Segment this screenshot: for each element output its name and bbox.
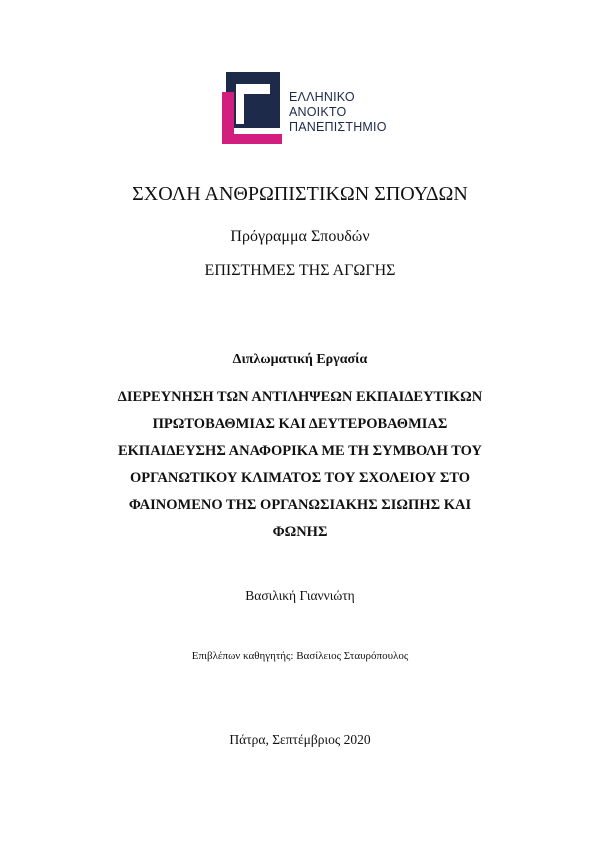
- university-logo-text: [289, 90, 387, 135]
- logo-text-line: ΑΝΟΙΚΤΟ: [289, 105, 347, 119]
- document-type: Διπλωματική Εργασία: [232, 352, 368, 367]
- thesis-title-line: ΕΚΠΑΙΔΕΥΣΗΣ ΑΝΑΦΟΡΙΚΑ ΜΕ ΤΗ ΣΥΜΒΟΛΗ ΤΟΥ: [117, 443, 482, 459]
- school-name: ΣΧΟΛΗ ΑΝΘΡΩΠΙΣΤΙΚΩΝ ΣΠΟΥΔΩΝ: [132, 183, 468, 205]
- supervisor-name: Βασίλειος Σταυρόπουλος: [296, 650, 409, 662]
- author-name: Βασιλική Γιαννιώτη: [245, 588, 355, 603]
- university-logo: [222, 72, 422, 146]
- thesis-title-line: ΟΡΓΑΝΩΤΙΚΟΥ ΚΛΙΜΑΤΟΣ ΤΟΥ ΣΧΟΛΕΙΟΥ ΣΤΟ: [129, 470, 471, 486]
- thesis-title: [70, 384, 530, 546]
- supervisor-label: Επιβλέπων καθηγητής:: [191, 650, 297, 662]
- logo-text-line: ΕΛΛΗΝΙΚΟ: [289, 90, 355, 104]
- university-logo-mark: [222, 72, 286, 146]
- program-label: Πρόγραμμα Σπουδών: [230, 228, 370, 245]
- supervisor: [0, 650, 600, 662]
- thesis-title-line: ΦΑΙΝΟΜΕΝΟ ΤΗΣ ΟΡΓΑΝΩΣΙΑΚΗΣ ΣΙΩΠΗΣ ΚΑΙ: [128, 497, 472, 513]
- thesis-title-line: ΦΩΝΗΣ: [272, 524, 328, 540]
- place-date: Πάτρα, Σεπτέμβριος 2020: [229, 732, 371, 747]
- program-name: ΕΠΙΣΤΗΜΕΣ ΤΗΣ ΑΓΩΓΗΣ: [204, 262, 396, 279]
- thesis-title-line: ΠΡΩΤΟΒΑΘΜΙΑΣ ΚΑΙ ΔΕΥΤΕΡΟΒΑΘΜΙΑΣ: [152, 416, 448, 432]
- thesis-title-line: ΔΙΕΡΕΥΝΗΣΗ ΤΩΝ ΑΝΤΙΛΗΨΕΩΝ ΕΚΠΑΙΔΕΥΤΙΚΩΝ: [117, 389, 483, 405]
- logo-text-line: ΠΑΝΕΠΙΣΤΗΜΙΟ: [289, 120, 387, 134]
